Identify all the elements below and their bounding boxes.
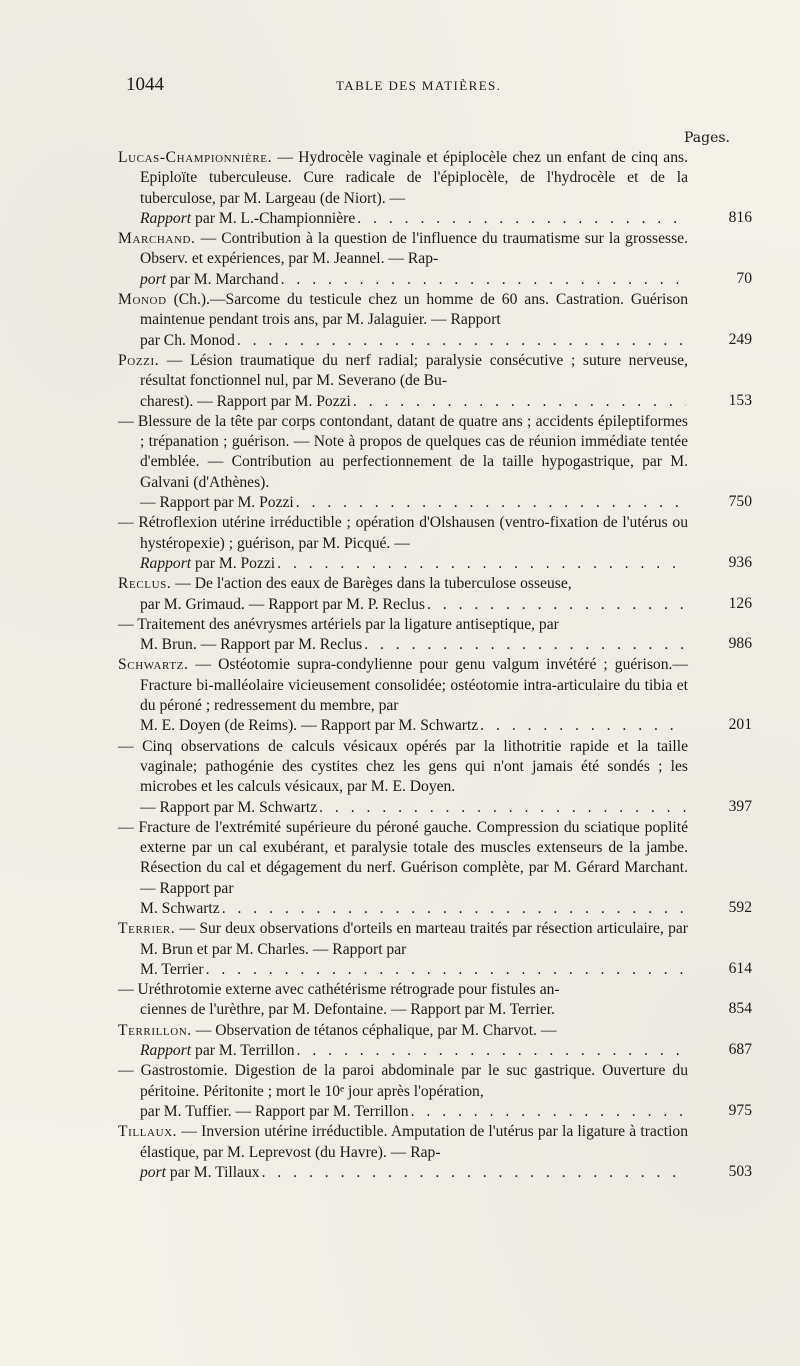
entry-last-line <box>140 493 752 513</box>
dot-leader <box>427 595 686 615</box>
entry-reporter: M. E. Doyen (de Reims). — Rapport par M. Schwartz <box>140 717 479 735</box>
dot-leader <box>237 331 686 351</box>
dot-leader <box>296 493 686 513</box>
dot-leader <box>281 270 686 290</box>
entry-reporter: M. Schwartz <box>140 899 220 917</box>
entry-reporter: Rapport par M. L.-Championnière <box>140 209 356 227</box>
pages-column-label: Pages. <box>683 130 730 146</box>
entry-last-line <box>140 1162 752 1183</box>
entry-last-line <box>140 1101 752 1122</box>
entry-page-number: 986 <box>728 635 752 653</box>
entry-text: — Lésion traumatique du nerf radial; paralysie consécutive ; suture nerveuse, résultat fonctionnel nul, par M. Severano (de Bu- <box>140 351 688 390</box>
entry-author: Pozzi. <box>118 351 160 369</box>
entry-page-number: 854 <box>728 1000 752 1018</box>
entry-author: Schwartz. <box>118 656 189 674</box>
entry-page-number: 503 <box>728 1162 752 1180</box>
index-entry <box>118 574 752 615</box>
dot-leader <box>480 716 686 736</box>
entry-author: Tillaux. <box>118 1123 178 1141</box>
index-entry <box>118 351 752 412</box>
entry-reporter: Rapport par M. Terrillon <box>140 1042 295 1060</box>
entry-last-line <box>140 635 752 655</box>
entry-page-number: 816 <box>728 208 752 226</box>
entry-page-number: 936 <box>728 553 752 571</box>
index-entry <box>118 615 752 656</box>
index-entry <box>118 148 752 229</box>
entry-text: — Rétroflexion utérine irréductible ; opération d'Olshausen (ventro-fixation de l'utérus ou hystéropexie) ; guérison, par M. Picqué. — <box>118 514 688 552</box>
entry-page-number: 592 <box>728 898 752 916</box>
running-header <box>126 74 712 100</box>
index-entry <box>118 513 752 574</box>
entry-author: Monod <box>118 291 167 309</box>
entry-text: — Ostéotomie supra-condylienne pour genu valgum invétéré ; guérison.— Fracture bi-malléolaire vicieusement consolidée; ostéotomie intra-articulaire du tibia et du péroné ; redressement du membre, par <box>140 656 688 715</box>
entry-page-number: 153 <box>728 391 752 409</box>
dot-leader <box>222 899 686 919</box>
index-entry <box>118 737 752 818</box>
entry-text: — Contribution à la question de l'influence du traumatisme sur la grossesse. Observ. et expériences, par M. Jeannel. — Rap- <box>140 230 688 268</box>
dot-leader <box>353 392 686 412</box>
entry-reporter: port par M. Marchand <box>140 270 279 288</box>
entry-reporter: — Rapport par M. Schwartz <box>140 798 318 816</box>
entry-text: — Gastrostomie. Digestion de la paroi abdominale par le suc gastrique. Ouverture du péritoine. Péritonite ; mort le 10ᵉ jour après l'opération, <box>118 1062 688 1100</box>
index-entries <box>118 148 752 1183</box>
entry-page-number: 201 <box>728 716 752 734</box>
entry-author: Lucas-Championnière. <box>118 149 273 166</box>
dot-leader <box>277 554 686 574</box>
index-entry <box>118 1021 752 1062</box>
dot-leader <box>319 798 686 818</box>
entry-text: — De l'action des eaux de Barèges dans la tuberculose osseuse, <box>171 575 572 593</box>
entry-text: — Inversion utérine irréductible. Amputation de l'utérus par la ligature à traction élastique, par M. Leprevost (du Havre). — Rap- <box>140 1123 688 1161</box>
entry-last-line <box>140 269 752 290</box>
entry-last-line <box>140 1041 752 1061</box>
entry-page-number: 975 <box>728 1101 752 1119</box>
index-entry <box>118 818 752 919</box>
entry-last-line <box>140 391 752 412</box>
entry-last-line <box>140 330 752 351</box>
dot-leader <box>364 635 686 655</box>
index-entry <box>118 412 752 513</box>
entry-text: — Traitement des anévrysmes artériels par la ligature antiseptique, par <box>118 615 559 633</box>
index-entry <box>118 919 752 980</box>
entry-author: Terrier. <box>118 920 176 938</box>
entry-reporter: par M. Tuffier. — Rapport par M. Terrillon <box>140 1102 409 1120</box>
entry-last-line <box>140 594 752 615</box>
dot-leader <box>206 960 686 980</box>
entry-text: — Cinq observations de calculs vésicaux opérés par la lithotritie rapide et la taille vaginale; pathogénie des cystites chez les gens qui n'ont jamais été sondés ; les microbes et les calculs vésicaux, par M. E. Doyen. <box>118 737 688 796</box>
entry-text: — Hydrocèle vaginale et épiplocèle chez un enfant de cinq ans. Epiploïte tuberculeuse. Cure radicale de l'épiplocèle, de l'hydrocèle et de la tuberculose, par M. Largeau (de Niort). — <box>140 149 688 207</box>
entry-last-line <box>140 208 752 229</box>
entry-reporter: M. Brun. — Rapport par M. Reclus <box>140 636 363 654</box>
entry-reporter: — Rapport par M. Pozzi <box>140 494 294 512</box>
entry-text: — Sur deux observations d'orteils en marteau traités par résection articulaire, par M. Brun et par M. Charles. — Rapport par <box>140 920 688 958</box>
index-entry <box>118 980 752 1021</box>
entry-author: Reclus. <box>118 575 172 593</box>
entry-last-line <box>140 553 752 574</box>
entry-text: — Fracture de l'extrémité supérieure du péroné gauche. Compression du sciatique poplité externe par un cal exubérant, et paralysie totale des muscles extenseurs de la jambe. Résection du cal et dégagement du nerf. Guérison complète, par M. Gérard Marchant. — Rapport par <box>118 818 688 897</box>
header-title: TABLE DES MATIÈRES. <box>336 78 502 93</box>
entry-last-line <box>140 1000 752 1020</box>
entry-author: Marchand. <box>118 230 196 248</box>
entry-reporter: charest). — Rapport par M. Pozzi <box>140 392 351 410</box>
dot-leader <box>262 1163 686 1183</box>
entry-reporter: par M. Grimaud. — Rapport par M. P. Reclus <box>140 595 425 613</box>
entry-page-number: 397 <box>728 797 752 815</box>
entry-text: — Observation de tétanos céphalique, par M. Charvot. — <box>191 1021 557 1039</box>
index-entry <box>118 229 752 290</box>
entry-page-number: 126 <box>728 594 752 612</box>
entry-last-line <box>140 959 752 980</box>
entry-reporter: par Ch. Monod <box>140 331 235 349</box>
entry-reporter: Rapport par M. Pozzi <box>140 554 276 572</box>
dot-leader <box>357 209 686 229</box>
entry-last-line <box>140 797 752 818</box>
index-entry <box>118 1122 752 1183</box>
index-entry <box>118 655 752 736</box>
entry-page-number: 750 <box>728 493 752 511</box>
entry-text: (Ch.).—Sarcome du testicule chez un homme de 60 ans. Castration. Guérison maintenue pendant trois ans, par M. Jalaguier. — Rapport <box>140 291 688 329</box>
entry-last-line <box>140 716 752 736</box>
index-entry <box>118 290 752 351</box>
entry-reporter: M. Terrier <box>140 960 204 978</box>
entry-page-number: 687 <box>728 1041 752 1059</box>
dot-leader <box>411 1102 686 1122</box>
index-entry <box>118 1061 752 1122</box>
entry-page-number: 249 <box>728 330 752 348</box>
entry-text: — Uréthrotomie externe avec cathétérisme rétrograde pour fistules an- <box>118 981 560 999</box>
entry-last-line <box>140 898 752 919</box>
entry-reporter: ciennes de l'urèthre, par M. Defontaine. — Rapport par M. Terrier. <box>140 1001 555 1019</box>
entry-page-number: 70 <box>736 269 752 287</box>
entry-page-number: 614 <box>728 959 752 977</box>
dot-leader <box>297 1041 686 1061</box>
entry-reporter: port par M. Tillaux <box>140 1163 260 1181</box>
entry-author: Terrillon. <box>118 1021 192 1039</box>
entry-text: — Blessure de la tête par corps contondant, datant de quatre ans ; accidents épileptiformes ; trépanation ; guérison. — Note à propos de quelques cas de réunion immédiate tentée d'emblée. — Contribution au perfectionnement de la taille hypogastrique, par M. Galvani (d'Athènes). <box>118 412 688 491</box>
page-number: 1044 <box>126 74 164 95</box>
